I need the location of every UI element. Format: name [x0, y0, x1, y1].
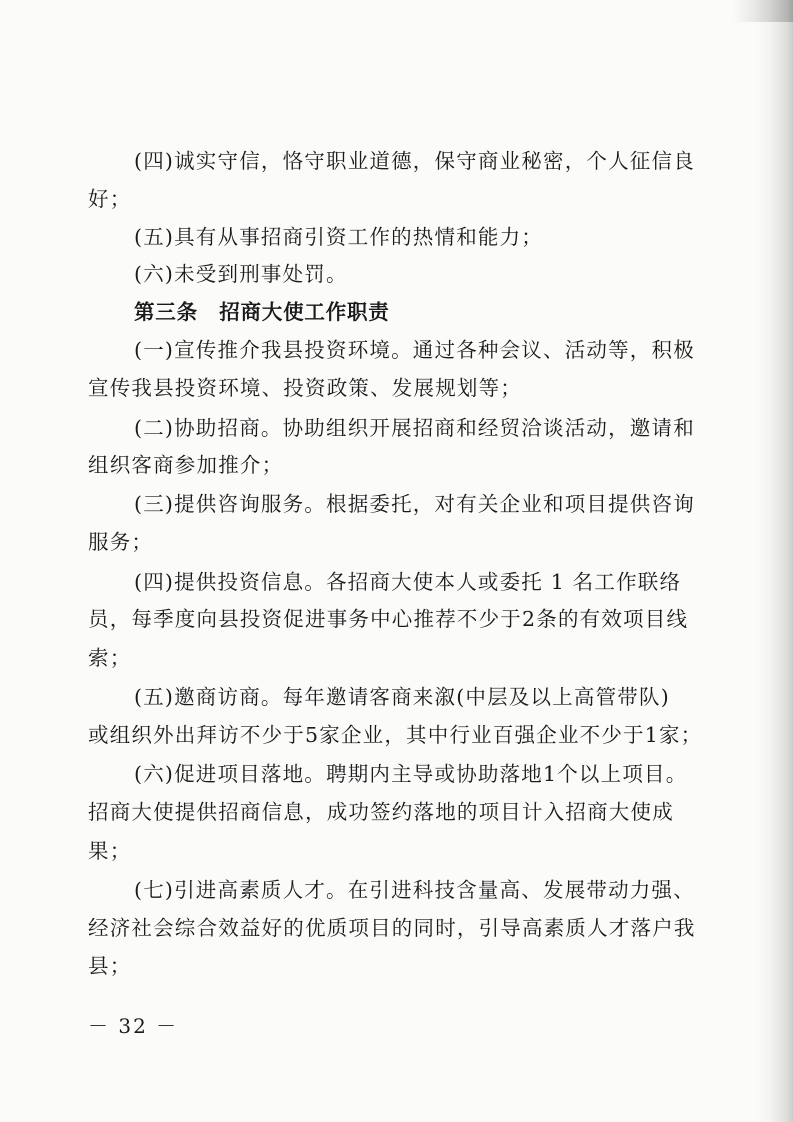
text-line: (一)宣传推介我县投资环境。通过各种会议、活动等，积极: [134, 338, 695, 362]
text-line: 组织客商参加推介；: [88, 453, 284, 477]
scan-edge-shadow: [755, 0, 793, 1122]
text-line: 果；: [88, 839, 132, 863]
text-line: (七)引进高素质人才。在引进科技含量高、发展带动力强、: [134, 878, 695, 902]
scan-corner-shadow: [733, 0, 793, 22]
section-heading: 第三条 招商大使工作职责: [134, 300, 390, 324]
text-line: (六)未受到刑事处罚。: [134, 262, 348, 286]
page-number: － 32 －: [88, 1014, 179, 1038]
text-line: 服务；: [88, 530, 154, 554]
text-line: 宣传我县投资环境、投资政策、发展规划等；: [88, 376, 522, 400]
text-line: (五)邀商访商。每年邀请客商来溆(中层及以上高管带队): [134, 685, 670, 709]
text-line: 县；: [88, 954, 132, 978]
text-line: (三)提供咨询服务。根据委托，对有关企业和项目提供咨询: [134, 492, 695, 516]
text-line: (四)诚实守信，恪守职业道德，保守商业秘密，个人征信良: [134, 149, 695, 173]
text-line: (四)提供投资信息。各招商大使本人或委托 1 名工作联络: [134, 570, 682, 594]
text-line: 经济社会综合效益好的优质项目的同时，引导高素质人才落户我: [88, 916, 696, 940]
text-line: (六)促进项目落地。聘期内主导或协助落地1个以上项目。: [134, 762, 688, 786]
text-line: 招商大使提供招商信息，成功签约落地的项目计入招商大使成: [88, 800, 674, 824]
text-line: (二)协助招商。协助组织开展招商和经贸洽谈活动，邀请和: [134, 416, 695, 440]
text-line: 或组织外出拜访不少于5家企业，其中行业百强企业不少于1家；: [88, 723, 703, 747]
text-line: 员，每季度向县投资促进事务中心推荐不少于2条的有效项目线: [88, 607, 689, 631]
text-line: 好；: [88, 187, 132, 211]
text-line: 索；: [88, 646, 132, 670]
text-line: (五)具有从事招商引资工作的热情和能力；: [134, 225, 543, 249]
